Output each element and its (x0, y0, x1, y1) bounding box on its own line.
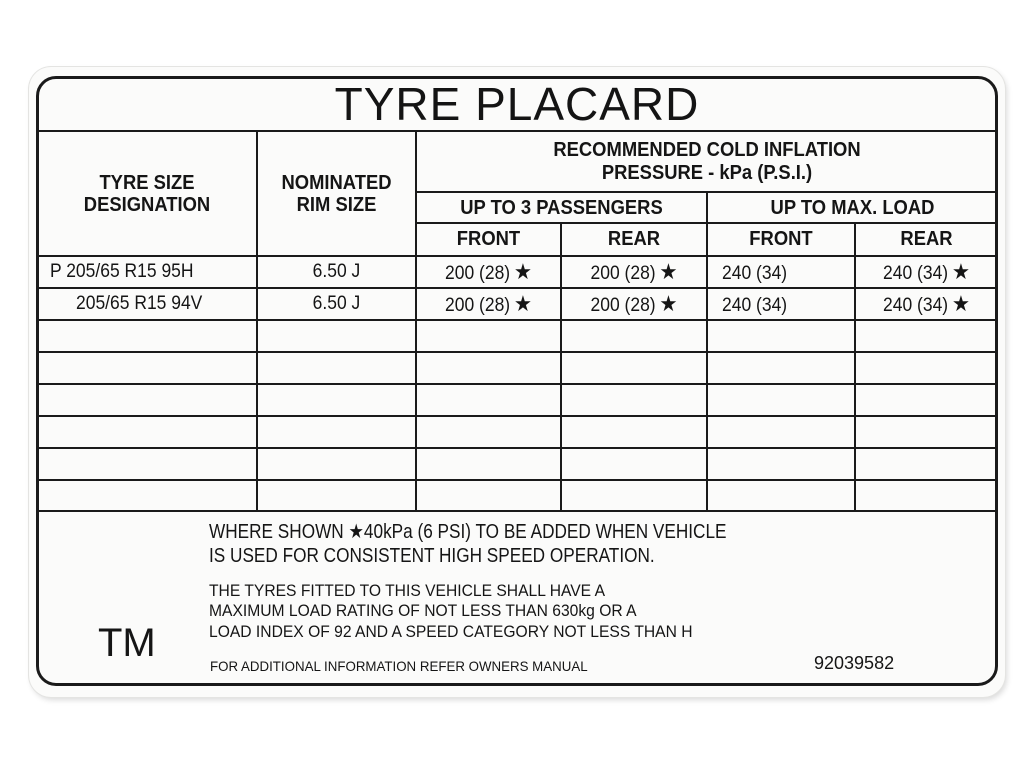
col-divider-max-rear (854, 223, 856, 511)
rim-size-cell: 6.50 J (312, 261, 361, 282)
pressure-cell-p3-rear (568, 257, 700, 287)
row-line-7 (37, 479, 997, 481)
row-line-6 (37, 447, 997, 449)
title-divider (37, 130, 997, 132)
star-icon: ★ (513, 259, 532, 284)
pressure-cell-p3-front (423, 289, 555, 319)
load-rating-line-2: MAXIMUM LOAD RATING OF NOT LESS THAN 630kg OR A (209, 601, 637, 620)
tm-mark: TM (98, 621, 156, 665)
row-line-3 (37, 351, 997, 353)
part-number: 92039582 (814, 653, 895, 673)
col-divider-max-load (706, 192, 708, 511)
row-line-5 (37, 415, 997, 417)
table-bottom-line (37, 510, 997, 512)
pressure-cell-max-rear (862, 257, 992, 287)
header-nominated-rim-size: NOMINATED RIM SIZE (281, 172, 392, 216)
header-up-to-3-passengers: UP TO 3 PASSENGERS (460, 197, 663, 219)
header-tyre-size-designation: TYRE SIZE DESIGNATION (83, 172, 211, 216)
header-max-front: FRONT (749, 228, 813, 250)
star-icon: ★ (951, 259, 970, 284)
pressure-value: 200 (28) (445, 263, 511, 284)
pressure-value: 240 (34) (883, 295, 949, 316)
star-note-line-2: IS USED FOR CONSISTENT HIGH SPEED OPERATION. (209, 545, 655, 567)
star-icon: ★ (659, 259, 678, 284)
placard-title: TYRE PLACARD (334, 78, 700, 130)
pressure-value: 240 (34) (722, 263, 788, 284)
col-divider-p3-rear (560, 223, 562, 511)
row-line-2 (37, 319, 997, 321)
row-line-4 (37, 383, 997, 385)
pressure-cell-max-front (722, 257, 791, 287)
load-rating-line-1: THE TYRES FITTED TO THIS VEHICLE SHALL HAVE A (209, 581, 606, 600)
pressure-value: 240 (34) (722, 295, 788, 316)
header-recommended-pressure: RECOMMENDED COLD INFLATION PRESSURE - kPa (P.S.I.) (553, 139, 861, 184)
star-icon: ★ (659, 291, 678, 316)
pressure-cell-max-rear (862, 289, 992, 319)
star-icon: ★ (348, 521, 364, 543)
additional-info-text: FOR ADDITIONAL INFORMATION REFER OWNERS MANUAL (210, 658, 588, 674)
pressure-value: 200 (28) (590, 263, 656, 284)
star-icon: ★ (951, 291, 970, 316)
pressure-value: 200 (28) (445, 295, 511, 316)
tyre-size-cell: P 205/65 R15 95H (50, 261, 194, 282)
header-p3-rear: REAR (607, 228, 661, 250)
col-divider-rim (256, 131, 258, 511)
tyre-size-cell: 205/65 R15 94V (76, 293, 203, 314)
header-max-rear: REAR (900, 228, 953, 250)
pressure-cell-p3-rear (568, 289, 700, 319)
header-up-to-max-load: UP TO MAX. LOAD (770, 197, 935, 219)
star-note-prefix: WHERE SHOWN (209, 521, 349, 543)
rim-size-cell: 6.50 J (312, 293, 361, 314)
star-note-line-1 (209, 520, 727, 545)
pressure-cell-max-front (722, 289, 791, 319)
star-icon: ★ (513, 291, 532, 316)
pressure-value: 200 (28) (590, 295, 656, 316)
star-note-suffix: 40kPa (6 PSI) TO BE ADDED WHEN VEHICLE (363, 521, 727, 543)
pressure-value: 240 (34) (883, 263, 949, 284)
load-rating-line-3: LOAD INDEX OF 92 AND A SPEED CATEGORY NOT LESS THAN H (209, 622, 693, 641)
pressure-cell-p3-front (423, 257, 555, 287)
header-p3-front: FRONT (456, 228, 521, 250)
col-divider-pressure (415, 131, 417, 511)
